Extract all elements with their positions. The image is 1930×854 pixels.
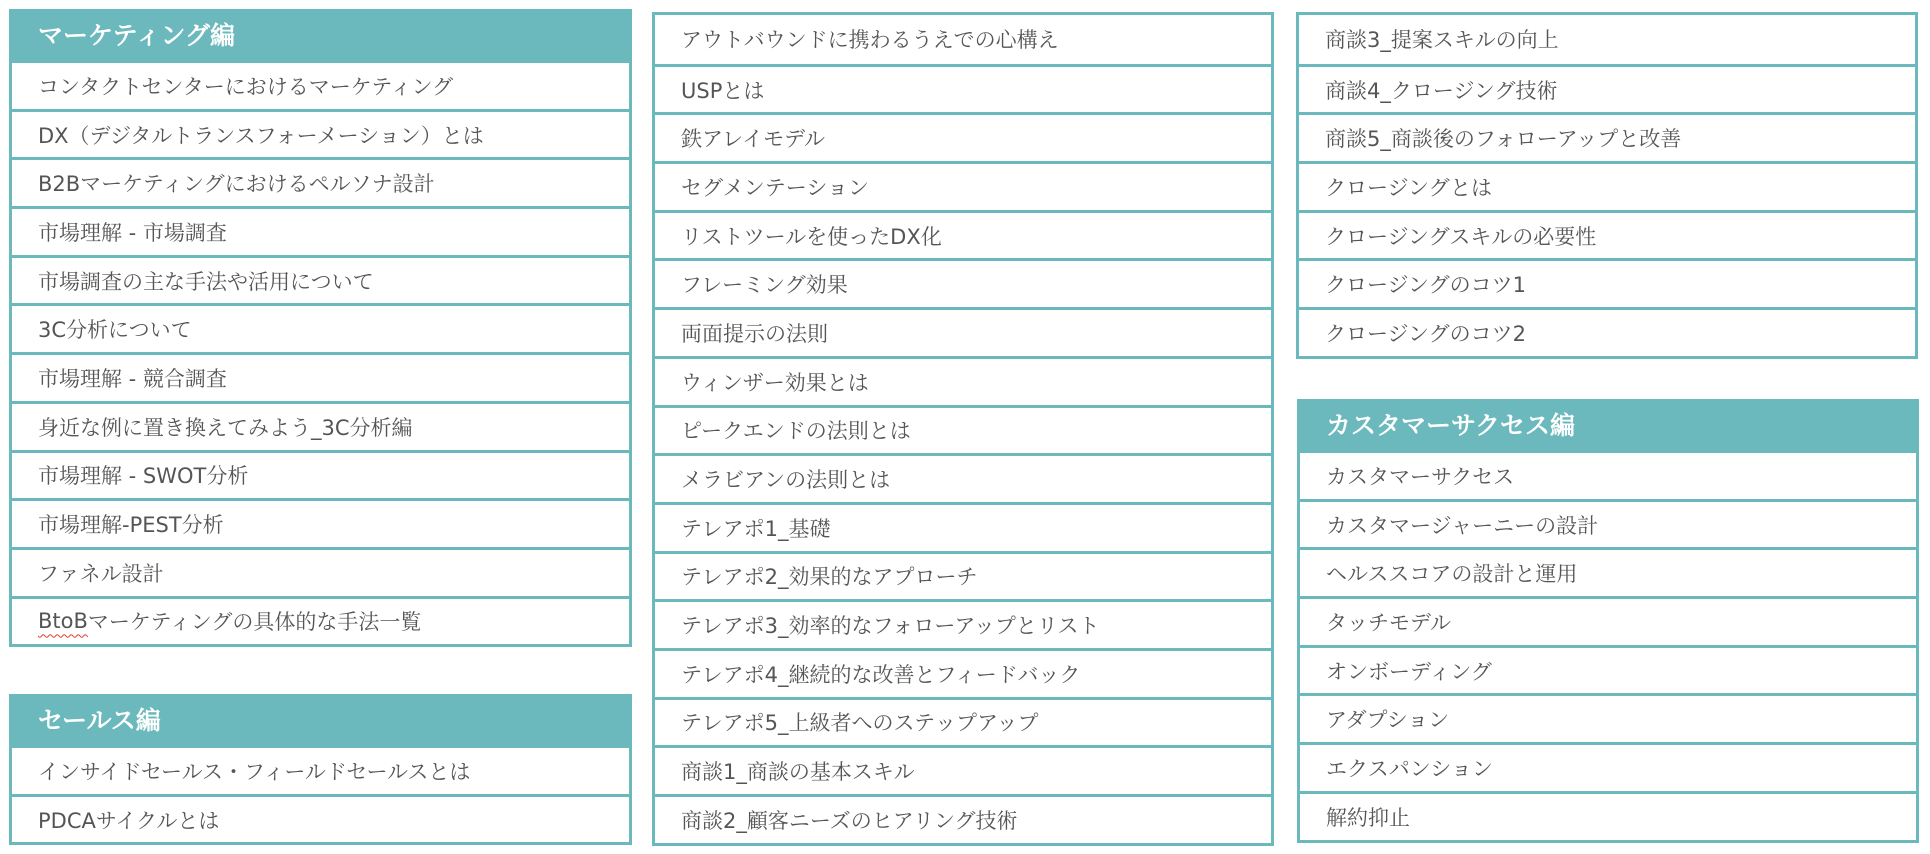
sales-section (9, 694, 632, 845)
list-item[interactable]: テレアポ2_効果的なアプローチ (655, 551, 1271, 600)
list-item[interactable]: ピークエンドの法則とは (655, 405, 1271, 454)
list-item[interactable]: テレアポ5_上級者へのステップアップ (655, 697, 1271, 746)
column-right-cs (1297, 399, 1919, 843)
list-item[interactable]: 市場理解 - 競合調査 (12, 352, 629, 401)
list-item[interactable]: DX（デジタルトランスフォーメーション）とは (12, 109, 629, 158)
list-item[interactable]: 商談2_顧客ニーズのヒアリング技術 (655, 794, 1271, 843)
list-item[interactable]: 身近な例に置き換えてみよう_3C分析編 (12, 401, 629, 450)
column-left (9, 9, 632, 647)
customer-success-section-title: カスタマーサクセス編 (1300, 402, 1916, 450)
list-item[interactable]: 両面提示の法則 (655, 307, 1271, 356)
column-left-sales (9, 694, 632, 845)
list-item[interactable]: 商談5_商談後のフォローアップと改善 (1299, 112, 1915, 161)
list-item[interactable]: カスタマーサクセス (1300, 450, 1916, 499)
list-item[interactable]: リストツールを使ったDX化 (655, 210, 1271, 259)
customer-success-section (1297, 399, 1919, 843)
list-item[interactable]: オンボーディング (1300, 645, 1916, 694)
list-item[interactable]: ウィンザー効果とは (655, 356, 1271, 405)
list-item[interactable]: クロージングのコツ2 (1299, 307, 1915, 356)
list-item[interactable]: タッチモデル (1300, 596, 1916, 645)
column-middle (652, 12, 1274, 846)
list-item[interactable]: コンタクトセンターにおけるマーケティング (12, 60, 629, 109)
list-item-text: マーケティングの具体的な手法一覧 (87, 610, 422, 635)
list-item[interactable]: 市場理解 - 市場調査 (12, 206, 629, 255)
list-item[interactable]: B2Bマーケティングにおけるペルソナ設計 (12, 157, 629, 206)
list-item[interactable]: 商談3_提案スキルの向上 (1325, 28, 1559, 53)
list-item[interactable]: ファネル設計 (12, 547, 629, 596)
list-item[interactable]: 3C分析について (12, 303, 629, 352)
list-item[interactable]: クロージングスキルの必要性 (1299, 210, 1915, 259)
list-item[interactable]: メラビアンの法則とは (655, 453, 1271, 502)
list-item[interactable]: テレアポ4_継続的な改善とフィードバック (655, 648, 1271, 697)
list-item[interactable]: アウトバウンドに携わるうえでの心構え (681, 28, 1059, 53)
list-item[interactable]: テレアポ3_効率的なフォローアップとリスト (655, 599, 1271, 648)
marketing-section-title: マーケティング編 (12, 12, 629, 60)
list-item[interactable]: 市場調査の主な手法や活用について (12, 255, 629, 304)
list-item[interactable]: フレーミング効果 (655, 258, 1271, 307)
list-item[interactable]: PDCAサイクルとは (12, 794, 629, 843)
list-item[interactable]: 鉄アレイモデル (655, 112, 1271, 161)
list-item[interactable]: クロージングのコツ1 (1299, 258, 1915, 307)
list-item[interactable]: 市場理解 - SWOT分析 (12, 450, 629, 499)
column-right (1296, 12, 1918, 359)
list-item[interactable]: クロージングとは (1299, 161, 1915, 210)
list-item[interactable]: エクスパンション (1300, 742, 1916, 791)
list-item[interactable]: セグメンテーション (655, 161, 1271, 210)
sales-section-title: セールス編 (12, 697, 629, 745)
list-item[interactable] (12, 596, 629, 645)
list-item[interactable]: USPとは (655, 64, 1271, 113)
list-item[interactable]: 解約抑止 (1300, 791, 1916, 840)
list-item[interactable]: 市場理解-PEST分析 (12, 498, 629, 547)
list-item[interactable]: インサイドセールス・フィールドセールスとは (12, 745, 629, 794)
list-item[interactable]: ヘルススコアの設計と運用 (1300, 547, 1916, 596)
spellcheck-flagged-word: BtoB (38, 609, 88, 634)
list-item[interactable]: 商談1_商談の基本スキル (655, 745, 1271, 794)
list-item[interactable]: アダプション (1300, 693, 1916, 742)
list-item[interactable]: カスタマージャーニーの設計 (1300, 499, 1916, 548)
list-item[interactable]: 商談4_クロージング技術 (1299, 64, 1915, 113)
marketing-section (9, 9, 632, 647)
sales-continued-section (652, 12, 1274, 846)
list-item[interactable]: テレアポ1_基礎 (655, 502, 1271, 551)
sales-continued-2-section (1296, 12, 1918, 359)
